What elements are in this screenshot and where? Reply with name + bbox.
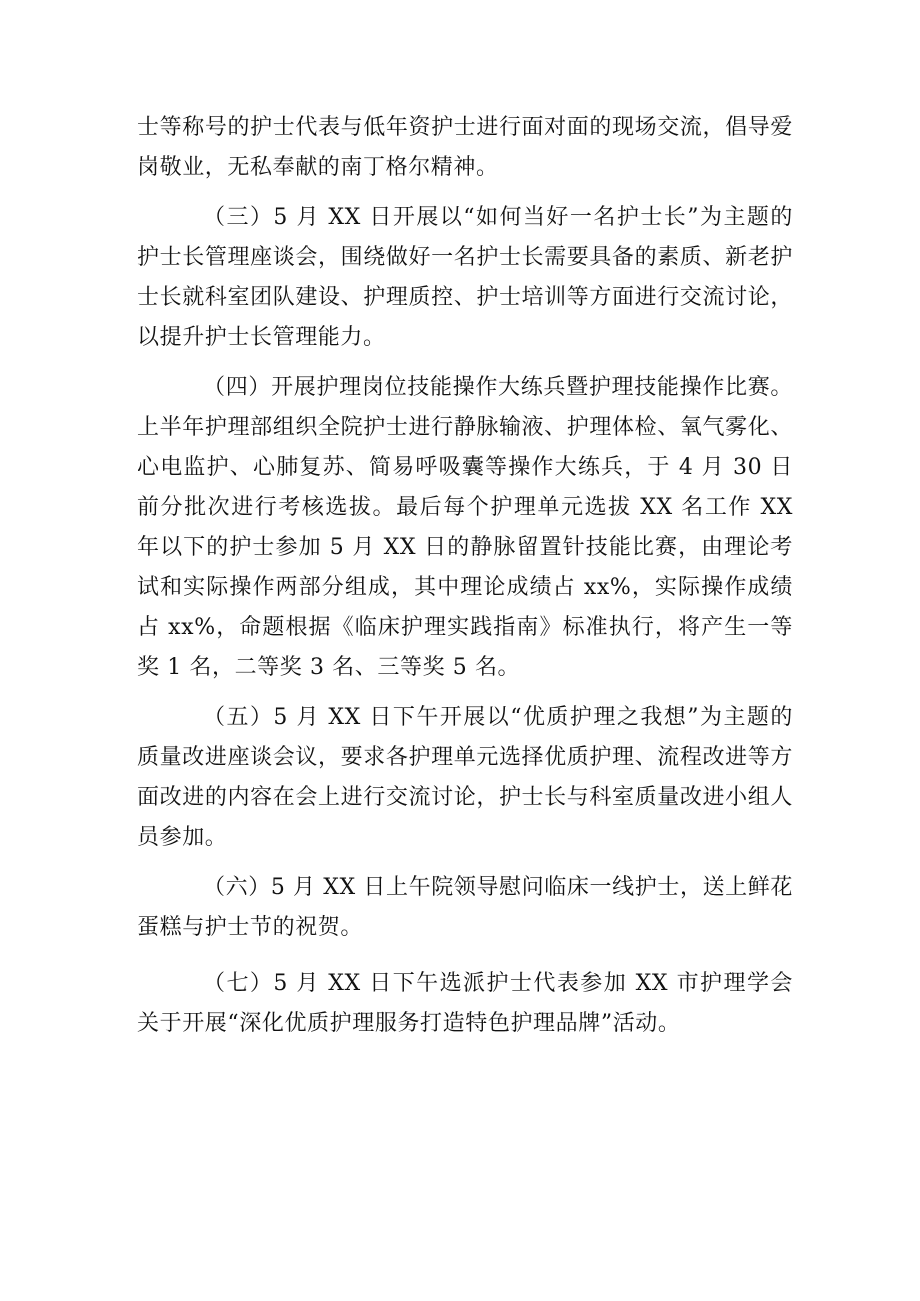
document-body (137, 108, 793, 1044)
paragraph-item-3: （三）5 月 XX 日开展以“如何当好一名护士长”为主题的护士长管理座谈会，围绕做好一名护士长需要具备的素质、新老护士长就科室团队建设、护理质控、护士培训等方面进行交流讨论，以提升护士长管理能力。 (137, 205, 793, 350)
paragraph-continuation: 士等称号的护士代表与低年资护士进行面对面的现场交流，倡导爱岗敬业，无私奉献的南丁格尔精神。 (137, 115, 793, 180)
paragraph-item-5: （五）5 月 XX 日下午开展以“优质护理之我想”为主题的质量改进座谈会议，要求各护理单元选择优质护理、流程改进等方面改进的内容在会上进行交流讨论，护士长与科室质量改进小组人员参加。 (137, 705, 793, 850)
paragraph-item-7: （七）5 月 XX 日下午选派护士代表参加 XX 市护理学会关于开展“深化优质护理服务打造特色护理品牌”活动。 (137, 971, 793, 1036)
paragraph-item-6: （六）5 月 XX 日上午院领导慰问临床一线护士，送上鲜花蛋糕与护士节的祝贺。 (137, 875, 793, 940)
paragraph-item-4: （四）开展护理岗位技能操作大练兵暨护理技能操作比赛。上半年护理部组织全院护士进行静脉输液、护理体检、氧气雾化、心电监护、心肺复苏、简易呼吸囊等操作大练兵，于 4 月 30 日前分批次进行考核选拔。最后每个护理单元选拔 XX 名工作 XX 年以下的护士参加 5 月 XX 日的静脉留置针技能比赛，由理论考试和实际操作两部分组成，其中理论成绩占 xx%，实际操作成绩占 xx%，命题根据《临床护理实践指南》标准执行，将产生一等奖 1 名，二等奖 3 名、三等奖 5 名。 (137, 375, 793, 680)
